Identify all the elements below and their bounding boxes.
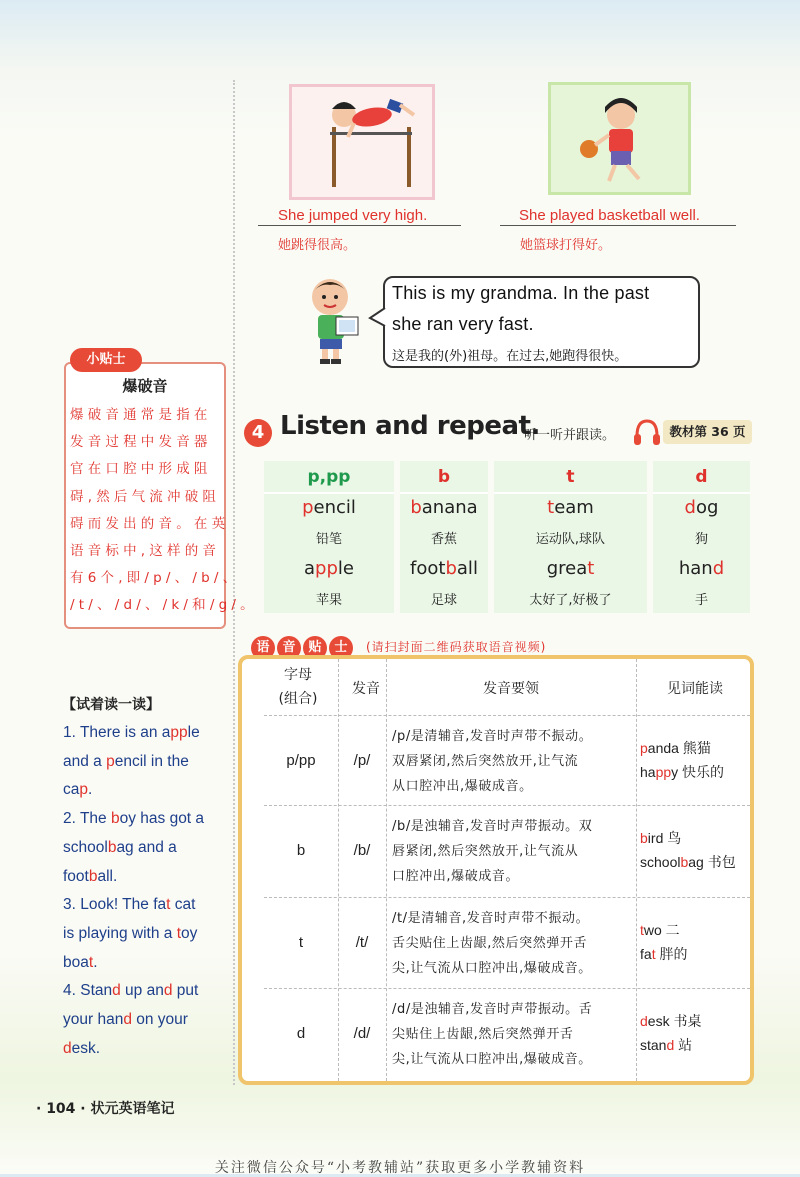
bottom-note: 关注微信公众号“小考教辅站”获取更多小学教辅资料	[214, 1160, 586, 1176]
sentence-part: all.	[97, 867, 118, 885]
phonics-word-zh: 狗	[694, 532, 708, 547]
phonics-header: b	[437, 467, 451, 487]
phonics-divider	[400, 492, 488, 494]
word-part: ird 鸟	[647, 830, 682, 846]
highlighted-letters: d	[666, 1037, 675, 1053]
bubble-text-line1: This is my grandma. In the past	[392, 283, 650, 303]
try-reading-line	[63, 1040, 100, 1058]
row-description: 尖贴住上齿龈,然后突然弹开舌	[392, 1027, 574, 1042]
row-description: /b/是浊辅音,发音时声带振动。双	[392, 819, 593, 834]
row-letter: d	[296, 1025, 306, 1042]
highlighted-letters: b	[88, 867, 98, 885]
word-part: stan	[640, 1037, 667, 1053]
highlighted-letters: b	[445, 558, 457, 579]
highlighted-letters: d	[712, 558, 725, 579]
bubble-text-zh: 这是我的(外)祖母。在过去,她跑得很快。	[392, 349, 628, 364]
sentence-part: up an	[120, 982, 164, 1000]
highlighted-letters: d	[640, 1013, 648, 1029]
sentence-part: 2. The	[63, 810, 111, 828]
speech-bubble-tail	[368, 306, 388, 330]
phonics-word	[400, 497, 488, 518]
phonics-word	[400, 558, 488, 579]
phonics-word-zh: 足球	[430, 593, 457, 608]
row-example-word	[640, 760, 724, 784]
picture-caption-zh: 她篮球打得好。	[520, 238, 612, 253]
row-example-word	[640, 1033, 692, 1057]
row-sound: /t/	[355, 934, 369, 951]
tip-badge: 小贴士	[70, 348, 142, 372]
tip-line: /t/、/d/、/k/和/g/。	[70, 597, 258, 614]
phonics-header: t	[566, 467, 575, 487]
boy-holding-photo-illustration	[300, 273, 370, 365]
word-part: y 快乐的	[671, 764, 725, 780]
word-part: grea	[546, 558, 588, 579]
word-part: ag 书包	[688, 854, 736, 870]
row-description: 唇紧闭,然后突然放开,让气流从	[392, 844, 579, 859]
row-example-word	[640, 942, 687, 966]
try-reading-line	[63, 868, 117, 886]
highlighted-letters: b	[640, 830, 648, 846]
highlighted-letters: b	[107, 838, 117, 856]
word-part: og	[695, 497, 719, 518]
phonics-word	[653, 558, 750, 579]
tip-line: 有6个,即/p/、/b/、	[70, 570, 241, 587]
row-description: 舌尖贴住上齿龈,然后突然弹开舌	[392, 936, 588, 951]
table-divider	[636, 659, 637, 1081]
section-title-zh: 听一听并跟读。	[524, 428, 616, 443]
word-part: foot	[410, 558, 446, 579]
phonics-word-zh: 手	[694, 593, 708, 608]
sticker-char: 贴	[303, 636, 327, 660]
highlighted-letters: t	[640, 922, 644, 938]
header-letter-l2: (组合)	[278, 691, 318, 707]
phonics-header: d	[695, 467, 708, 487]
sentence-part: cat	[170, 896, 196, 914]
header-letter-l1: 字母	[284, 667, 312, 683]
high-jump-illustration	[289, 84, 435, 200]
phonics-word	[264, 497, 394, 518]
sentence-part: boa	[63, 953, 89, 971]
header-words: 见词能读	[667, 681, 723, 697]
row-sound: /d/	[353, 1025, 371, 1042]
phonics-word	[494, 558, 647, 579]
header-key-points: 发音要领	[483, 681, 539, 697]
tip-line: 语音标中,这样的音	[70, 543, 221, 559]
row-example-word	[640, 736, 711, 760]
highlighted-letters: pp	[170, 724, 188, 741]
table-divider	[264, 805, 750, 806]
highlighted-letters: d	[112, 982, 121, 1000]
row-letter: b	[296, 842, 306, 859]
sentence-part: esk.	[71, 1039, 101, 1057]
row-description: /p/是清辅音,发音时声带不振动。	[392, 729, 593, 744]
highlighted-letters: t	[176, 924, 182, 942]
table-divider	[386, 659, 387, 1081]
sentence-part: foot	[63, 867, 89, 885]
phonics-word	[264, 558, 394, 579]
tip-line: 官在口腔中形成阻	[70, 461, 212, 478]
sentence-part: le	[187, 724, 200, 741]
table-divider	[264, 988, 750, 989]
tip-line: 碍,然后气流冲破阻	[70, 488, 221, 505]
sentence-part: oy has got a	[119, 810, 205, 828]
row-letter: p/pp	[286, 752, 316, 769]
phonics-word-zh: 香蕉	[430, 532, 457, 547]
row-sound: /b/	[353, 842, 371, 859]
row-description: 尖,让气流从口腔冲出,爆破成音。	[392, 1052, 592, 1067]
highlighted-letters: t	[166, 896, 171, 914]
try-reading-line	[63, 753, 189, 771]
tip-line: 发音过程中发音器	[70, 434, 212, 451]
highlighted-letters: b	[680, 854, 689, 870]
sticker-char: 音	[277, 636, 301, 660]
row-letter: t	[298, 934, 304, 951]
phonics-divider	[494, 492, 647, 494]
phonics-column	[400, 461, 488, 613]
row-example-word	[640, 850, 736, 874]
try-reading-line	[63, 925, 197, 943]
try-reading-line	[63, 810, 204, 828]
highlighted-letters: t	[587, 558, 595, 579]
row-description: /d/是浊辅音,发音时声带振动。舌	[392, 1002, 593, 1017]
word-part: esk 书桌	[647, 1013, 702, 1029]
phonics-divider	[264, 492, 394, 494]
word-part: fa	[640, 946, 652, 962]
word-part: anda 熊猫	[647, 740, 711, 756]
bubble-text-line2: she ran very fast.	[392, 314, 534, 334]
try-reading-line	[63, 982, 198, 1000]
phonics-header: p,pp	[307, 467, 351, 487]
sentence-part: ag and a	[116, 838, 177, 856]
tip-title: 爆破音	[122, 377, 168, 395]
table-divider	[264, 715, 750, 716]
try-reading-heading: 【试着读一读】	[62, 697, 160, 713]
row-example-word	[640, 1009, 701, 1033]
try-reading-line	[63, 839, 177, 857]
phonics-divider	[653, 492, 750, 494]
textbook-page-badge: 教材第 36 页	[663, 420, 752, 444]
sentence-part: .	[93, 953, 98, 971]
highlighted-letters: d	[163, 982, 173, 1000]
picture-caption-en: She jumped very high.	[278, 207, 428, 224]
header-sound: 发音	[352, 681, 380, 697]
word-part: wo 二	[643, 922, 680, 938]
sentence-part: is playing with a	[63, 924, 177, 942]
try-reading-line	[63, 781, 92, 799]
try-reading-line	[63, 1011, 188, 1029]
row-description: /t/是清辅音,发音时声带不振动。	[392, 911, 590, 926]
highlighted-letters: t	[651, 946, 656, 962]
try-reading-line	[63, 896, 195, 914]
word-part: a	[304, 558, 316, 579]
basketball-illustration	[548, 82, 691, 195]
phonics-column	[264, 461, 394, 613]
word-part: eam	[554, 497, 594, 518]
word-part: han	[678, 558, 713, 579]
highlighted-letters: p	[79, 781, 88, 799]
highlighted-letters: p	[302, 497, 314, 518]
table-divider	[338, 659, 339, 1081]
highlighted-letters: b	[110, 810, 120, 828]
row-sound: /p/	[353, 752, 371, 769]
highlighted-letters: p	[640, 740, 648, 756]
section-title: Listen and repeat.	[280, 411, 540, 441]
phonics-column	[494, 461, 647, 613]
sentence-part: school	[63, 838, 108, 856]
sentence-part: oy	[181, 924, 198, 942]
highlighted-letters: d	[684, 497, 696, 518]
sentence-part: encil in the	[114, 752, 189, 770]
page-footer: · 104 · 状元英语笔记	[36, 1101, 175, 1117]
sentence-part: 4. Stan	[63, 982, 113, 1000]
sentence-part: on your	[131, 1011, 188, 1028]
phonics-word-zh: 铅笔	[315, 532, 342, 547]
phonics-word	[653, 497, 750, 518]
phonics-column	[653, 461, 750, 613]
phonics-word-zh: 苹果	[315, 593, 342, 608]
phonics-word-zh: 运动队,球队	[535, 532, 606, 547]
word-part: encil	[313, 497, 356, 518]
phonics-word	[494, 497, 647, 518]
row-description: 尖,让气流从口腔冲出,爆破成音。	[392, 961, 592, 976]
word-part: all	[456, 558, 478, 579]
table-divider	[264, 897, 750, 898]
word-part: 站	[674, 1037, 693, 1053]
caption-underline	[500, 225, 736, 226]
picture-caption-zh: 她跳得很高。	[278, 238, 357, 253]
try-reading-line	[63, 954, 98, 972]
sentence-part: .	[88, 781, 93, 799]
tip-line: 碍而发出的音。在英	[70, 515, 230, 532]
phonics-word-zh: 太好了,好极了	[529, 593, 612, 608]
caption-underline	[258, 225, 461, 226]
highlighted-letters: pp	[315, 558, 338, 579]
sticker-char: 语	[251, 636, 275, 660]
highlighted-letters: b	[410, 497, 422, 518]
highlighted-letters: p	[106, 752, 115, 770]
row-example-word	[640, 826, 681, 850]
row-description: 从口腔冲出,爆破成音。	[392, 779, 533, 794]
sentence-part: 1. There is an a	[63, 724, 171, 741]
section-number: 4	[244, 419, 272, 447]
try-reading-line	[63, 724, 200, 742]
highlighted-letters: d	[63, 1039, 72, 1057]
highlighted-letters: t	[88, 953, 94, 971]
headphones-icon[interactable]	[632, 417, 662, 447]
word-part: le	[337, 558, 354, 579]
sentence-part: and a	[63, 752, 107, 770]
word-part: ha	[640, 764, 656, 780]
word-part: school	[640, 854, 681, 870]
sentence-part: 3. Look! The fa	[63, 896, 167, 914]
picture-caption-en: She played basketball well.	[519, 207, 700, 224]
sticker-char: 士	[329, 636, 353, 660]
tip-line: 爆破音通常是指在	[70, 407, 212, 423]
row-description: 双唇紧闭,然后突然放开,让气流	[392, 754, 579, 769]
word-part: anana	[421, 497, 478, 518]
row-example-word	[640, 918, 680, 942]
row-description: 口腔冲出,爆破成音。	[392, 869, 520, 884]
word-part: 胖的	[655, 946, 688, 962]
highlighted-letters: d	[123, 1011, 132, 1028]
highlighted-letters: pp	[655, 764, 672, 780]
sentence-part: your han	[63, 1011, 124, 1028]
qr-code-note: (请扫封面二维码获取语音视频)	[366, 640, 547, 654]
highlighted-letters: t	[547, 497, 555, 518]
sentence-part: ca	[63, 781, 80, 799]
sentence-part: put	[172, 982, 199, 1000]
